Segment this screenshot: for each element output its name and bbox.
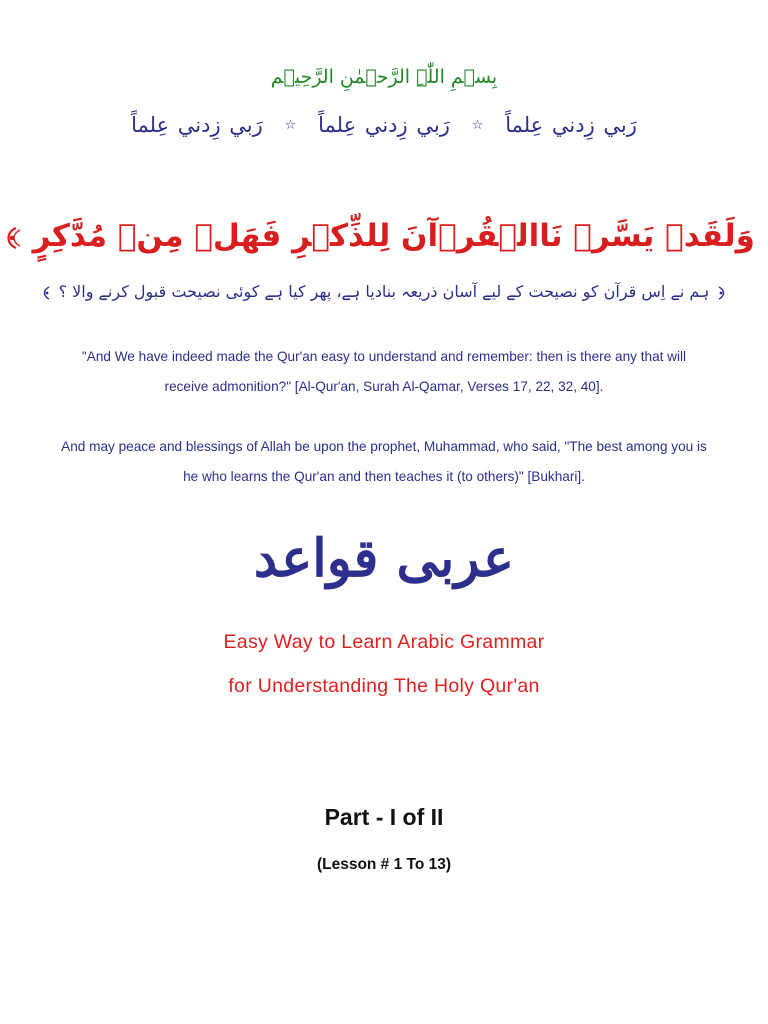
quran-quote-paragraph: "And We have indeed made the Qur'an easy to understand and remember: then is there any that will receive admonition?" [Al-Qur'an, Surah Al-Qamar, Verses 17, 22, 32, 40].	[81, 349, 687, 394]
urdu-translation	[0, 282, 768, 302]
dua-line	[0, 113, 768, 138]
lesson-range-label: (Lesson # 1 To 13)	[316, 856, 452, 873]
dua-segment: رَبي زِدني عِلماً	[131, 113, 263, 137]
dua-segment: رَبي زِدني عِلماً	[505, 113, 637, 137]
ornament-bracket-icon	[0, 226, 24, 250]
quran-ayah	[0, 218, 768, 254]
ornament-bracket-icon	[40, 286, 54, 300]
part-label: Part - I of II	[324, 804, 444, 830]
ornament-bracket-icon	[714, 286, 728, 300]
star-icon: ☆	[284, 117, 297, 132]
urdu-text: ہم نے اِس قرآن کو نصیحت کے لیے آسان ذریعہ بنادیا ہے، پھر کیا ہے کوئی نصیحت قبول کرنے والا ؟	[58, 282, 710, 301]
bismillah-heading: بِسۡمِ اللّٰہِ الرَّحۡمٰنِ الرَّحِیۡم	[270, 66, 498, 88]
english-title-line1: Easy Way to Learn Arabic Grammar	[223, 631, 545, 653]
star-icon: ☆	[471, 117, 484, 132]
ayah-text: وَلَقَدۡ يَسَّرۡ نَاالۡقُرۡآنَ لِلذِّكۡرِ فَهَلۡ مِنۡ مُدَّكِرٍ	[32, 218, 755, 254]
english-title-line2: for Understanding The Holy Qur'an	[228, 675, 540, 697]
hadith-paragraph: And may peace and blessings of Allah be upon the prophet, Muhammad, who said, "The best among you is he who learns the Qur'an and then teaches it (to others)" [Bukhari].	[61, 439, 707, 484]
arabic-title: عربی قواعد	[253, 528, 515, 589]
ornament-bracket-icon	[764, 226, 768, 250]
dua-segment: رَبي زِدني عِلماً	[318, 113, 450, 137]
